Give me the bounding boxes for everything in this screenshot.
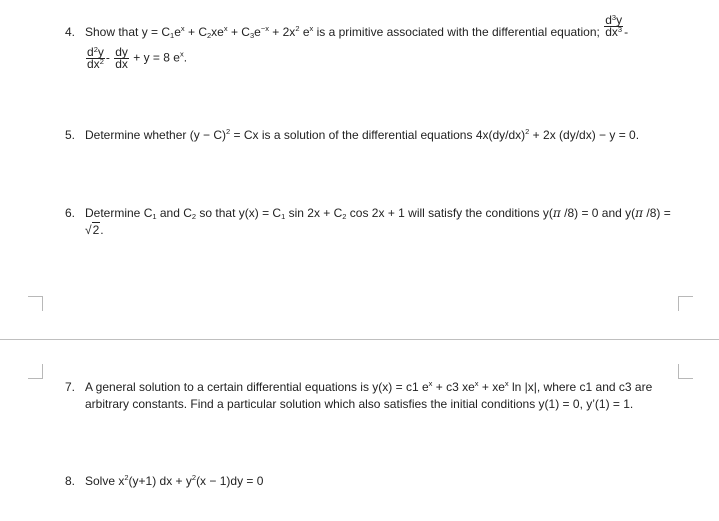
question-text: A general solution to a certain differential equations is y(x) = c1 $e^x + c3$ $xe^x + xe^x$ ln |x|, where c1 and c3 are arbitrary constants. Find a particular solution which also satisfies the initial conditions y(1) = 0, y’(1) = 1. — [85, 379, 653, 411]
question-text: Solve $x^2(y+1)$ dx + $y^2(x - 1)dy = 0$ — [85, 473, 264, 488]
page-separator — [0, 339, 719, 340]
question-number: 5. — [65, 128, 76, 142]
question-number: 6. — [65, 206, 76, 220]
page-corner-mark-bottom-right — [678, 364, 693, 379]
fraction-dy-dx: $\frac{dy}{dx}$ — [115, 45, 128, 71]
fraction-d3y-dx3: $\frac{d^3y}{dx^3}$ — [605, 13, 623, 40]
page-corner-mark-bottom-left — [28, 364, 43, 379]
page-corner-mark-top-right — [678, 296, 693, 311]
page-corner-mark-top-left — [28, 296, 43, 311]
question-text: Determine whether $(y - C)^2 = Cx$ is a solution of the differential equations $4x(dy/dx)^2 + 2x$ (dy/dx) − y = 0. — [85, 127, 640, 142]
question-text: Show that $y = C_1e^x + C_2xe^x + C_3e^{-x} + 2x^2$ $e^x$ is a primitive associated with the differential equation; $\frac{d^3y}{dx^3}$ - $\frac{d^2y}{dx^2}$ - $\frac{dy}{dx}$ + y = 8 $e^x$. — [85, 13, 629, 71]
question-number: 7. — [65, 380, 76, 394]
question-number: 8. — [65, 474, 76, 488]
square-root-2: √2 — [85, 223, 100, 237]
fraction-d2y-dx2: $\frac{d^2y}{dx^2}$ — [87, 45, 104, 71]
question-number: 4. — [65, 25, 76, 39]
question-text: Determine $C_1$ and $C_2$ so that $y(x) = C_1$ $\sin 2x + C_2$ cos 2x + 1 will satisfy the conditions y(π /8) = 0 and y(π /8) = √2. — [85, 206, 671, 237]
